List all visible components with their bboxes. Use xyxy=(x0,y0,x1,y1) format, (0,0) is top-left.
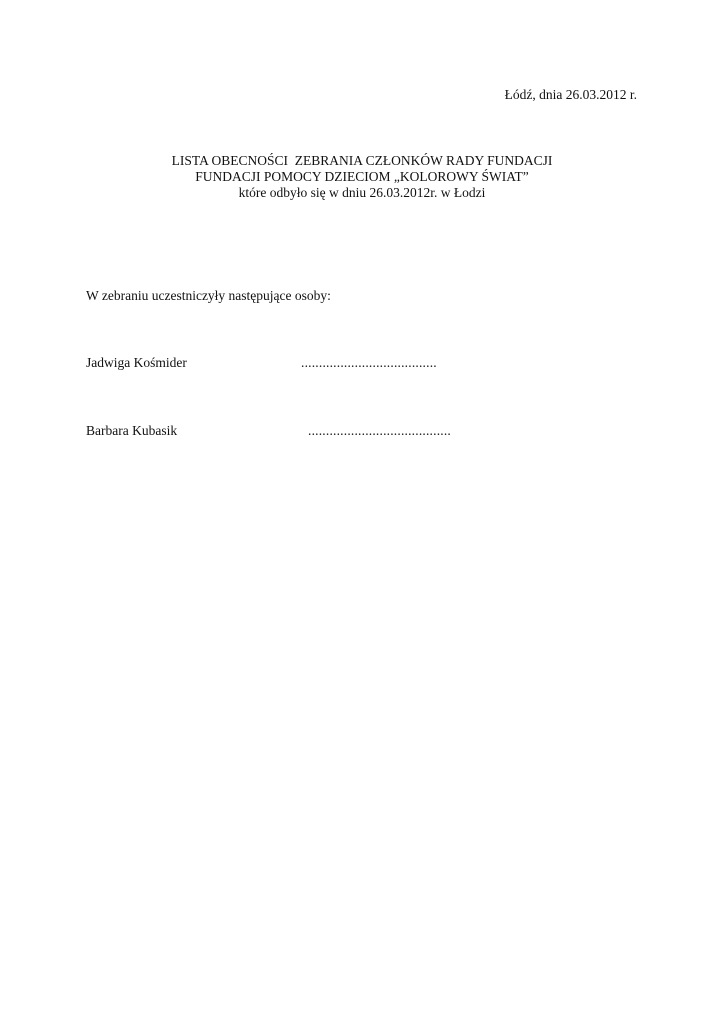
signature-line: ........................................ xyxy=(308,423,451,438)
signature-line: ...................................... xyxy=(301,355,437,370)
document-title xyxy=(0,153,724,201)
place-date: Łódź, dnia 26.03.2012 r. xyxy=(504,87,637,102)
attendee-name: Jadwiga Kośmider xyxy=(86,355,187,370)
title-line-3: które odbyło się w dniu 26.03.2012r. w Łodzi xyxy=(238,185,486,200)
attendee-name: Barbara Kubasik xyxy=(86,423,178,438)
title-line-2: FUNDACJI POMOCY DZIECIOM „KOLOROWY ŚWIAT” xyxy=(195,169,529,184)
title-line-1: LISTA OBECNOŚCI ZEBRANIA CZŁONKÓW RADY FUNDACJI xyxy=(171,153,553,168)
intro-text: W zebraniu uczestniczyły następujące osoby: xyxy=(86,288,331,303)
